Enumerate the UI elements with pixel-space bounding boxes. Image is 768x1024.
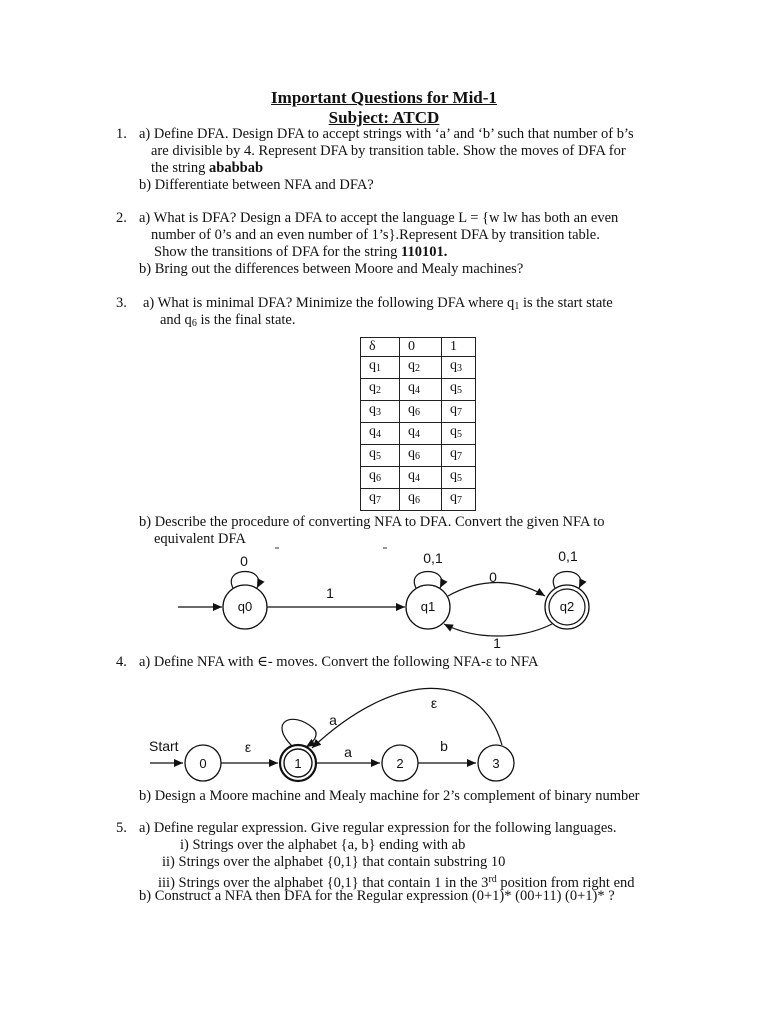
nfa-loop-q0-label: 0	[240, 553, 248, 569]
q4-a: a) Define NFA with ∈- moves. Convert the following NFA-ε to NFA	[139, 654, 539, 670]
nfa-diagram	[178, 548, 589, 651]
q2-number: 2.	[116, 210, 127, 226]
q1-a-line2: are divisible by 4. Represent DFA by transition table. Show the moves of DFA for	[151, 143, 626, 159]
nfa-edge-q2-q1-label: 1	[493, 635, 501, 651]
enfa-edge-2-3-label: b	[440, 738, 448, 754]
table-cell: $q_5$	[442, 467, 476, 489]
nfa-edge-q1-q2-label: 0	[489, 569, 497, 585]
table-cell: $q_6$	[361, 467, 400, 489]
table-cell: $q_5$	[442, 423, 476, 445]
table-cell: $q_6$	[400, 401, 442, 423]
table-cell: $q_7$	[442, 401, 476, 423]
table-cell: $q_4$	[400, 423, 442, 445]
table-header-cell: 0	[400, 338, 442, 357]
table-cell: $q_6$	[400, 445, 442, 467]
table-cell: $q_2$	[400, 357, 442, 379]
q2-a-line1: a) What is DFA? Design a DFA to accept the language L = {w lw has both an even	[139, 210, 619, 226]
q1-number: 1.	[116, 126, 127, 142]
table-cell: $q_4$	[361, 423, 400, 445]
q5-b: b) Construct a NFA then DFA for the Regular expression (0+1)* (00+11) (0+1)* ?	[139, 888, 615, 904]
q1-a-string: ababbab	[209, 160, 264, 176]
nfa-epsilon-diagram	[149, 688, 514, 781]
q3-a-line2-text: and q	[160, 312, 192, 328]
table-cell: $q_4$	[400, 379, 442, 401]
q3-b-line1: b) Describe the procedure of converting NFA to DFA. Convert the given NFA to	[139, 514, 605, 530]
q3-a-line1-text: a) What is minimal DFA? Minimize the following DFA where q	[143, 295, 515, 311]
table-header-cell: δ	[361, 338, 400, 357]
q1-a-line3-text: the string	[151, 160, 209, 176]
table-cell: $q_1$	[361, 357, 400, 379]
table-cell: $q_2$	[361, 379, 400, 401]
q2-a-line2: number of 0’s and an even number of 1’s}.Represent DFA by transition table.	[151, 227, 600, 243]
table-cell: $q_7$	[361, 489, 400, 511]
enfa-state-3-label: 3	[492, 756, 500, 771]
enfa-state-2-label: 2	[396, 756, 404, 771]
q3-a-line1-sub: 1	[514, 301, 520, 312]
nfa-loop-q1-label: 0,1	[423, 550, 443, 566]
q1-b: b) Differentiate between NFA and DFA?	[139, 177, 374, 193]
enfa-edge-3-1	[312, 688, 502, 748]
table-cell: $q_7$	[442, 489, 476, 511]
q2-b: b) Bring out the differences between Moore and Mealy machines?	[139, 261, 524, 277]
enfa-edge-1-2-label: a	[344, 744, 352, 760]
q5-iii-sup: rd	[488, 874, 497, 885]
table-header-cell: 1	[442, 338, 476, 357]
q1-a-line1: a) Define DFA. Design DFA to accept strings with ‘a’ and ‘b’ such that number of b’s	[139, 126, 634, 142]
enfa-loop-1-label: a	[329, 712, 337, 728]
q5-number: 5.	[116, 820, 127, 836]
q3-a-line1-end: is the start state	[519, 295, 613, 311]
q3-a-line2-end: is the final state.	[196, 312, 296, 328]
table-cell: $q_7$	[442, 445, 476, 467]
q5-iii-end: position from right end	[496, 875, 635, 891]
q3-a-line2-sub: 6	[191, 318, 197, 329]
nfa-edge-q0-q1-label: 1	[326, 585, 334, 601]
page-title: Important Questions for Mid-1	[271, 88, 497, 107]
nfa-loop-q2-label: 0,1	[558, 548, 578, 564]
page-subject: Subject: ATCD	[328, 108, 440, 127]
q5-ii: ii) Strings over the alphabet {0,1} that contain substring 10	[162, 854, 506, 870]
nfa-state-q1-label: q1	[420, 599, 436, 614]
table-cell: $q_5$	[361, 445, 400, 467]
q3-b-line2: equivalent DFA	[154, 531, 246, 547]
enfa-state-1-label: 1	[294, 756, 302, 771]
table-cell: $q_3$	[361, 401, 400, 423]
q5-i: i) Strings over the alphabet {a, b} ending with ab	[180, 837, 466, 853]
q4-b: b) Design a Moore machine and Mealy machine for 2’s complement of binary number	[139, 788, 640, 804]
q4-number: 4.	[116, 654, 127, 670]
table-cell: $q_6$	[400, 489, 442, 511]
q5-a: a) Define regular expression. Give regular expression for the following languages.	[139, 820, 617, 836]
enfa-edge-0-1-label: ε	[244, 739, 252, 755]
q2-a-string: 110101.	[401, 244, 448, 260]
nfa-state-q2-label: q2	[559, 599, 575, 614]
q5-iii-text: iii) Strings over the alphabet {0,1} that contain 1 in the 3	[158, 875, 489, 891]
enfa-start-label: Start	[149, 738, 179, 754]
table-cell: $q_4$	[400, 467, 442, 489]
enfa-edge-3-1-label: ε	[430, 695, 438, 711]
enfa-state-0-label: 0	[199, 756, 207, 771]
table-cell: $q_5$	[442, 379, 476, 401]
nfa-state-q0-label: q0	[237, 599, 253, 614]
q2-a-line3-text: Show the transitions of DFA for the string	[154, 244, 402, 260]
table-cell: $q_3$	[442, 357, 476, 379]
enfa-loop-1	[282, 719, 316, 747]
q3-number: 3.	[116, 295, 127, 311]
